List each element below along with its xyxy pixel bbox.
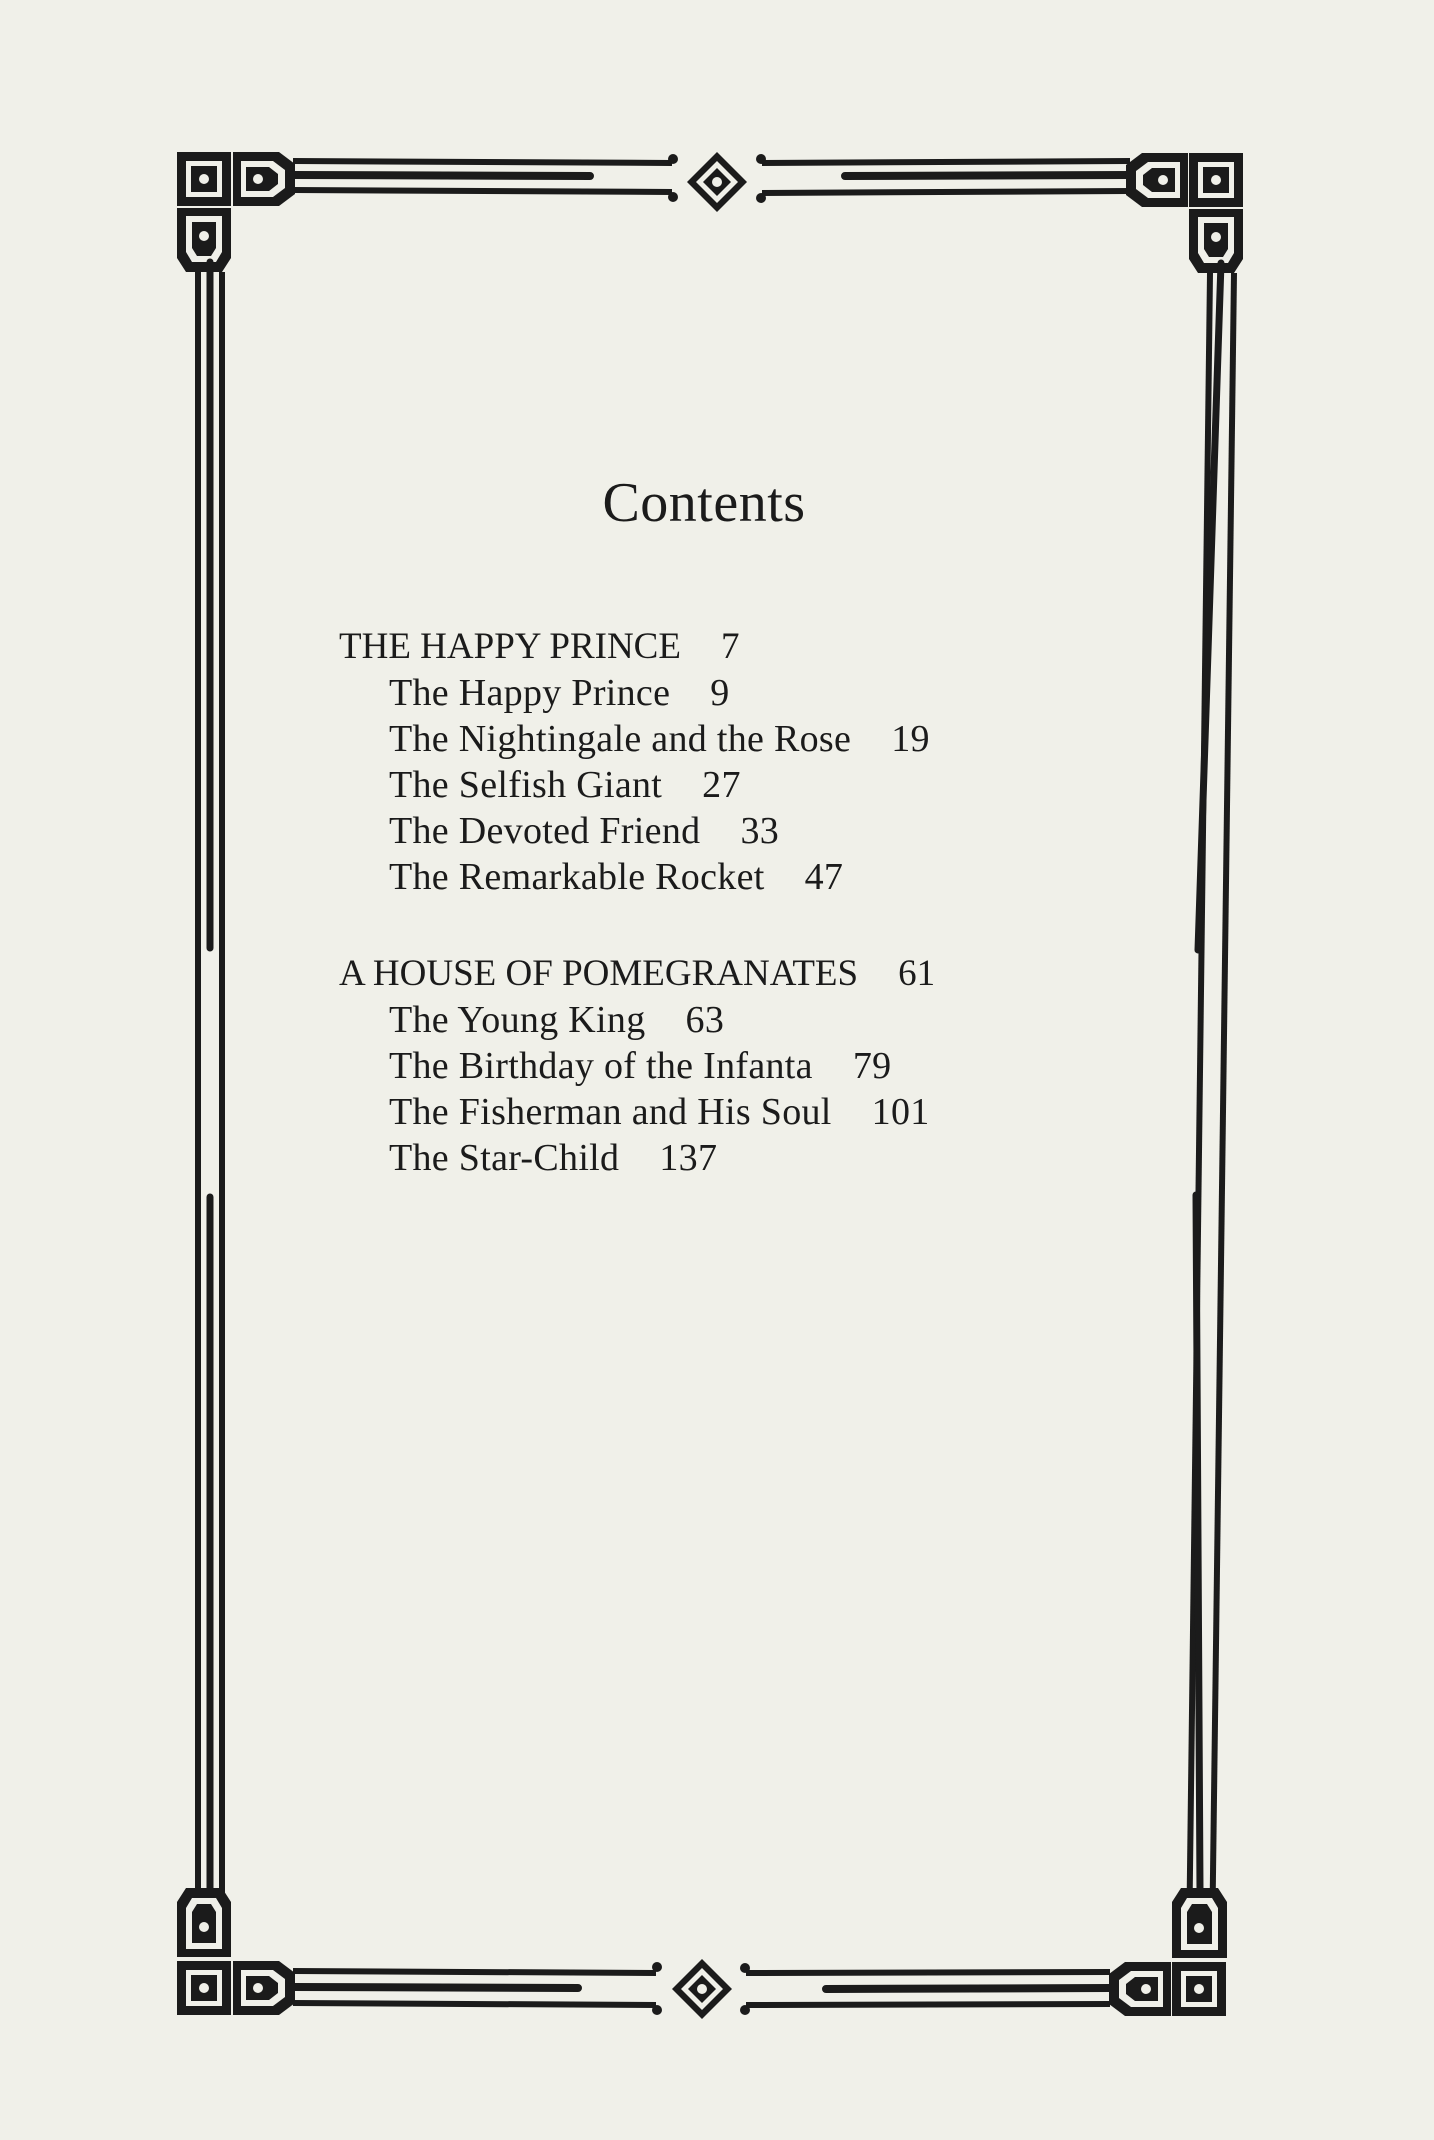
toc-item[interactable] — [389, 997, 724, 1043]
page-number: 19 — [891, 718, 930, 760]
page-number: 33 — [740, 810, 780, 852]
item-title: The Happy Prince — [389, 672, 671, 714]
top-diamond-icon — [687, 152, 747, 212]
toc-item[interactable] — [389, 1043, 891, 1089]
bottom-diamond-icon — [672, 1959, 732, 2019]
toc-item[interactable] — [389, 1089, 930, 1135]
toc-item[interactable] — [389, 1135, 717, 1181]
toc-item[interactable] — [389, 854, 843, 900]
section-title: THE HAPPY PRINCE — [339, 626, 681, 667]
page-number: 9 — [710, 672, 730, 714]
item-title: The Nightingale and the Rose — [389, 718, 852, 760]
item-title: The Fisherman and His Soul — [389, 1091, 832, 1133]
page-number: 79 — [852, 1045, 892, 1087]
toc-item[interactable] — [389, 762, 741, 808]
item-title: The Young King — [389, 999, 646, 1041]
page-number: 47 — [804, 856, 844, 898]
page-title: Contents — [602, 472, 806, 534]
page-number: 7 — [720, 626, 740, 667]
section-title: A HOUSE OF POMEGRANATES — [339, 953, 859, 994]
page-number: 137 — [659, 1137, 718, 1179]
toc-section-house-of-pomegranates[interactable] — [339, 951, 935, 997]
item-title: The Selfish Giant — [389, 764, 663, 806]
item-title: The Remarkable Rocket — [389, 856, 765, 898]
toc-item[interactable] — [389, 670, 730, 716]
item-title: The Star-Child — [389, 1137, 620, 1179]
page-number: 101 — [871, 1091, 930, 1133]
toc-item[interactable] — [389, 808, 779, 854]
page-number: 27 — [702, 764, 741, 806]
toc-section-happy-prince[interactable] — [339, 624, 739, 670]
page-number: 61 — [898, 953, 936, 994]
page-number: 63 — [685, 999, 725, 1041]
toc-item[interactable] — [389, 716, 930, 762]
item-title: The Devoted Friend — [389, 810, 701, 852]
item-title: The Birthday of the Infanta — [389, 1045, 813, 1087]
